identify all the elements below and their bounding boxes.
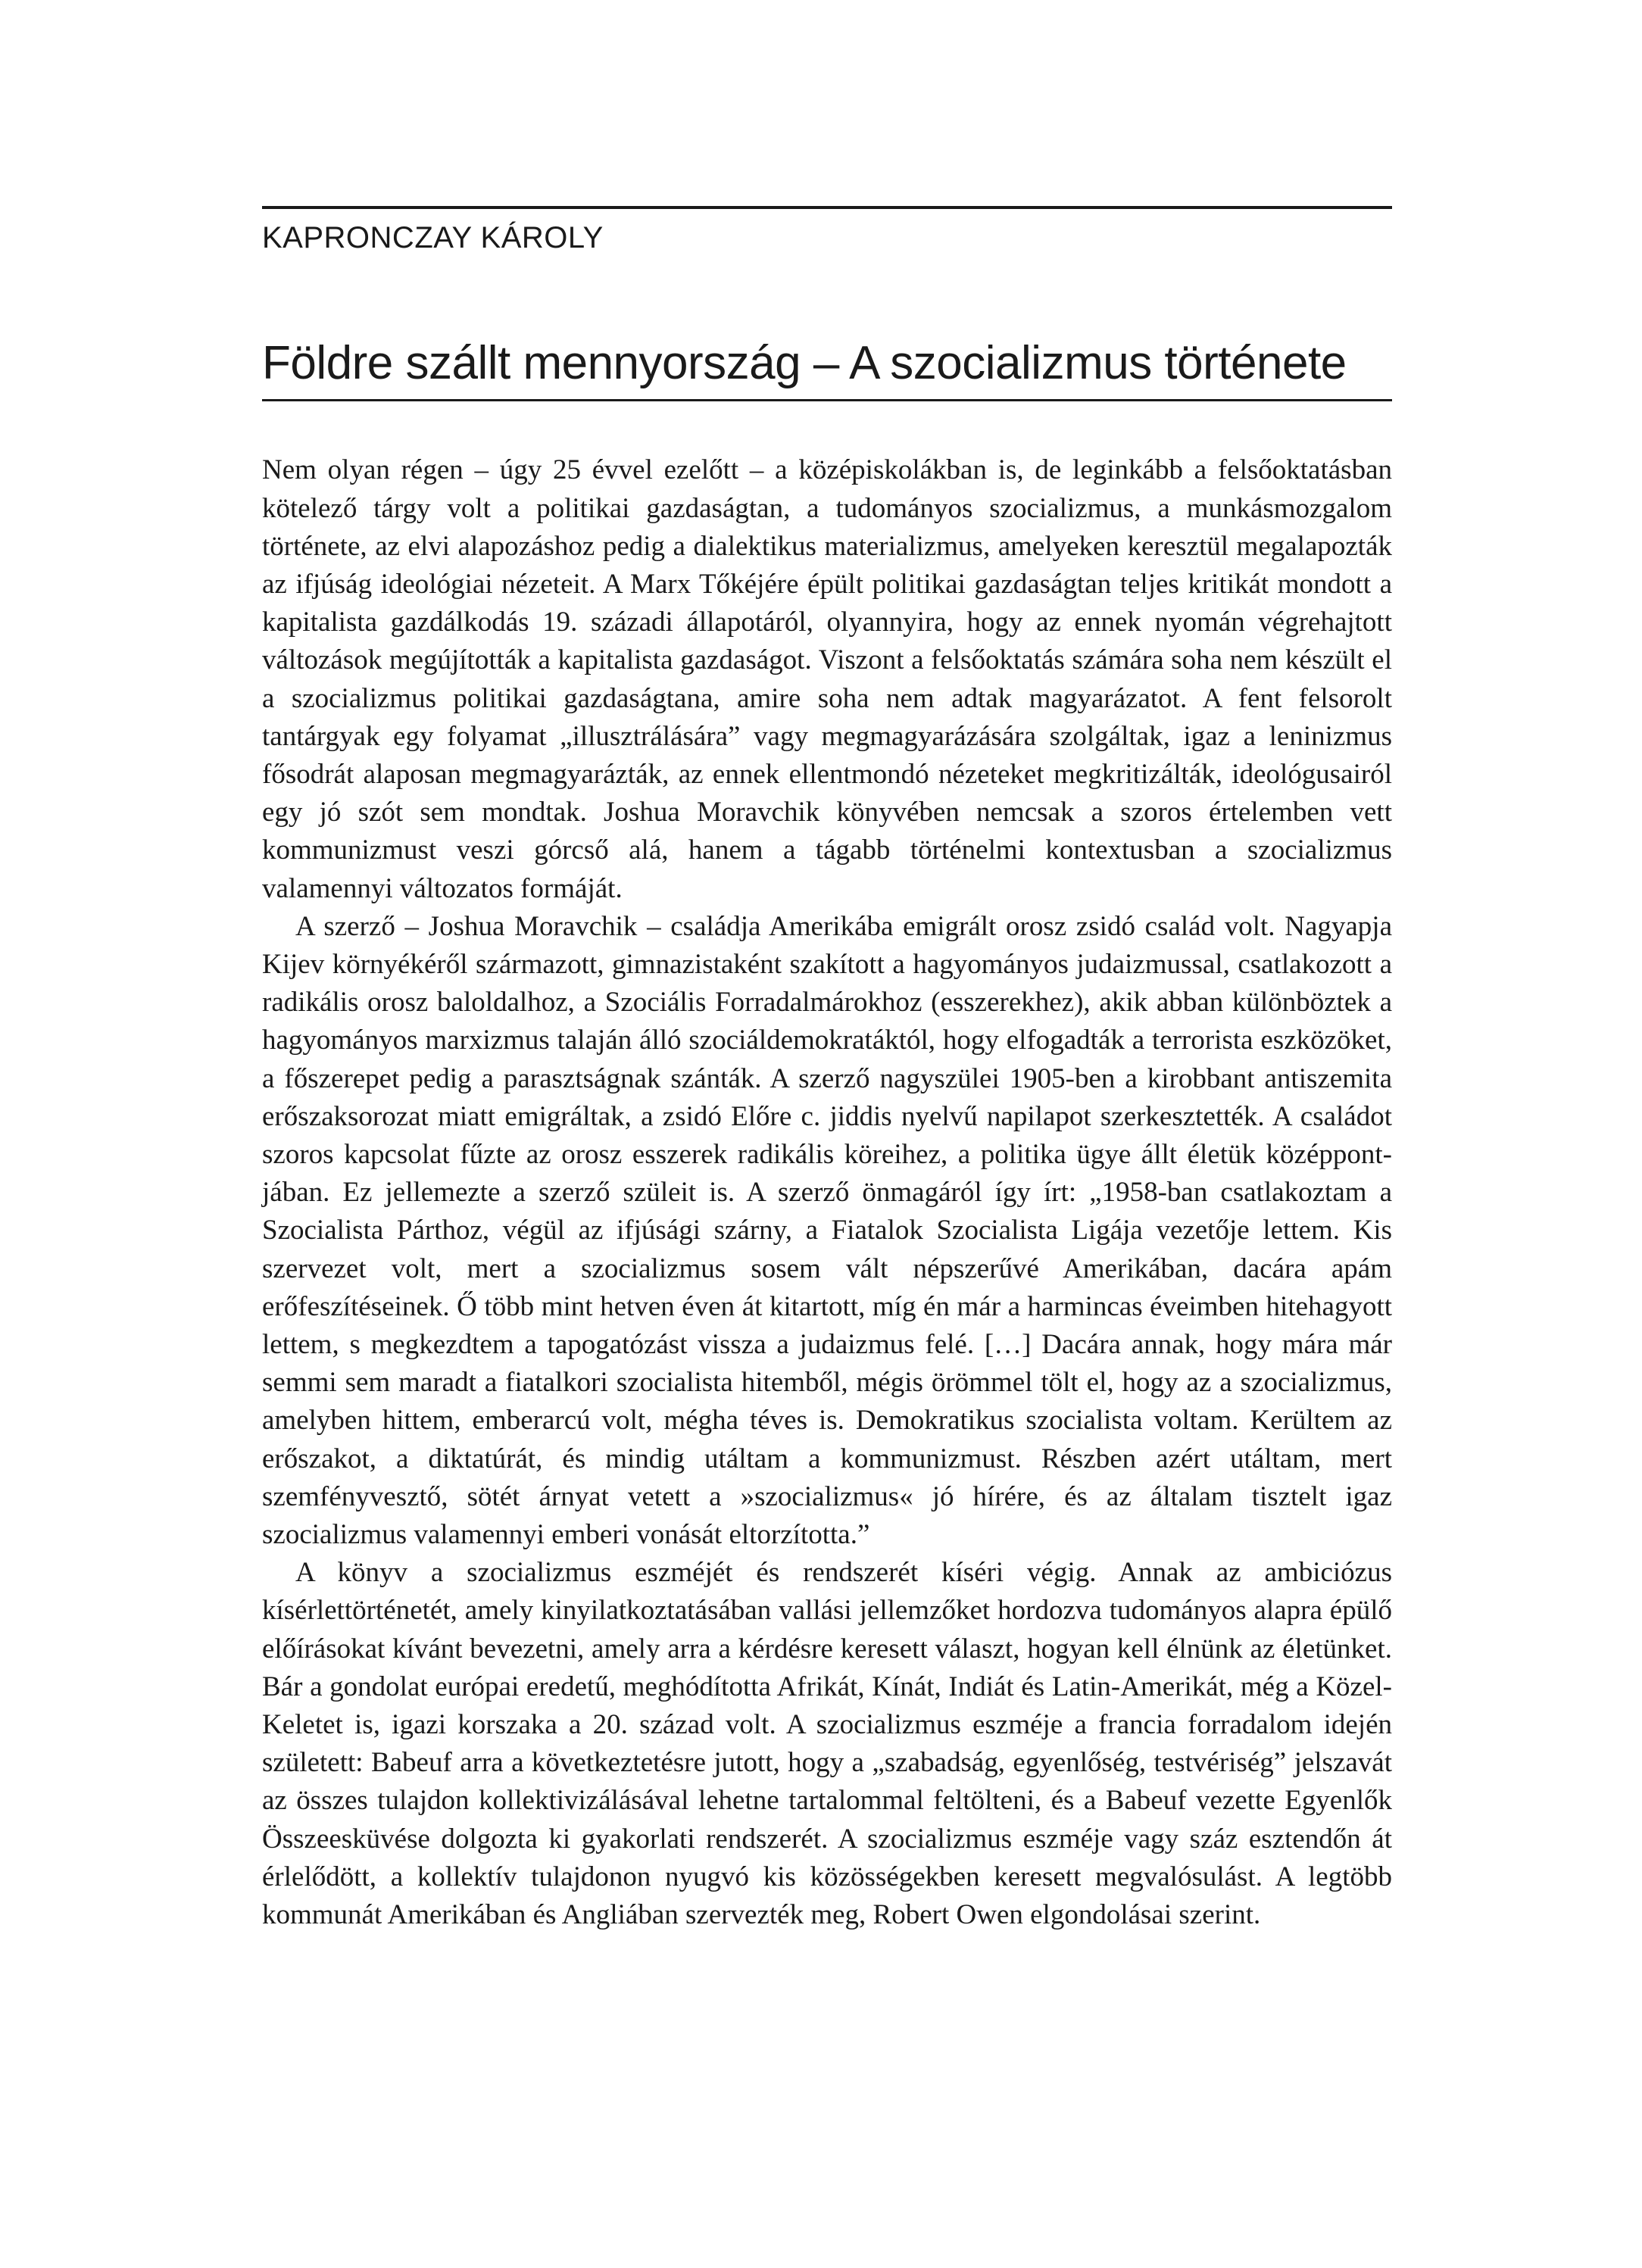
paragraph-2: A szerző – Joshua Moravchik – családja Amerikába emigrált orosz zsidó család volt. Nagyapja Kijev környékéről származott, gimnazistaként szakított a hagyományos judaizmussal, csatlakozott a radikális orosz baloldalhoz, a Szociális Forradalmárokhoz (esszerekhez), akik abban különböztek a hagyományos marxizmus talaján álló szociáldemokratáktól, hogy elfogadták a terrorista eszközöket, a főszerepet pedig a parasztságnak szánták. A szerző nagyszülei 1905-ben a kirobbant antiszemita erőszaksorozat miatt emigráltak, a zsidó Előre c. jiddis nyelvű napilapot szerkesztették. A családot szoros kapcsolat fűzte az orosz esszerek radikális köreihez, a politika ügye állt életük középpontjában. Ez jellemezte a szerző szüleit is. A szerző önmagáról így írt: „1958-ban csatlakoztam a Szocialista Párthoz, végül az ifjúsági szárny, a Fiatalok Szocialista Ligája vezetője lettem. Kis szervezet volt, mert a szocializmus sosem vált népszerűvé Amerikában, dacára apám erőfeszítéseinek. Ő több mint hetven éven át kitartott, míg én már a harmincas éveimben hitehagyott lettem, s megkezdtem a tapogatózást vissza a judaizmus felé. […] Dacára annak, hogy mára már semmi sem maradt a fiatalkori szocialista hitemből, mégis örömmel tölt el, hogy az a szocializmus, amelyben hittem, emberarcú volt, mégha téves is. Demokratikus szocialista voltam. Kerültem az erőszakot, a diktatúrát, és mindig utáltam a kommunizmust. Részben azért utáltam, mert szemfényvesztő, sötét árnyat vetett a »szocializmus« jó hírére, és az általam tisztelt igaz szocializmus valamennyi emberi vonását eltorzította.” <box>262 910 1392 1550</box>
paragraph-1: Nem olyan régen – úgy 25 évvel ezelőtt – a középiskolákban is, de leginkább a felsőoktatásban kötelező tárgy volt a politikai gazdaságtan, a tudományos szocializmus, a munkásmozgalom története, az elvi alapozáshoz pedig a dialektikus materializmus, amelyeken keresztül megalapozták az ifjúság ideológiai nézeteit. A Marx Tőkéjére épült politikai gazdaságtan teljes kritikát mondott a kapitalista gazdálkodás 19. századi állapotáról, olyannyira, hogy az ennek nyomán végrehajtott változások megújították a kapitalista gazdaságot. Viszont a felsőoktatás számára soha nem készült el a szocializmus politikai gazdaságtana, amire soha nem adtak magyarázatot. A fent felsorolt tantárgyak egy folyamat „illusztrálására” vagy megmagyarázására szolgáltak, igaz a leninizmus fősodrát alaposan megmagyarázták, az ennek ellentmondó nézeteket megkritizálták, ideológusairól egy jó szót sem mondtak. Joshua Moravchik könyvében nemcsak a szoros értelemben vett kommunizmust veszi górcső alá, hanem a tágabb történelmi kontextusban a szocializmus valamennyi változatos formáját. <box>262 454 1392 904</box>
article-title: Földre szállt mennyország – A szocializmus története <box>262 336 1392 401</box>
paragraph-3: A könyv a szocializmus eszméjét és rendszerét kíséri végig. Annak az ambiciózus kísérlettörténetét, amely kinyilatkoztatásában vallási jellemzőket hordozva tudományos alapra épülő előírásokat kívánt bevezetni, amely arra a kérdésre keresett választ, hogyan kell élnünk az életünket. Bár a gondolat európai eredetű, meghódította Afrikát, Kínát, Indiát és Latin-Amerikát, még a Közel-Keletet is, igazi korszaka a 20. század volt. A szocializmus eszméje a francia forradalom idején született: Babeuf arra a következtetésre jutott, hogy a „szabadság, egyenlőség, testvériség” jelszavát az összes tulajdon kollektivizálásával lehetne tartalommal feltölteni, és a Babeuf vezette Egyenlők Összeesküvése dolgozta ki gyakorlati rendszerét. A szocializmus eszméje vagy száz esztendőn át érlelődött, a kollektív tulajdonon nyugvó kis közösségekben keresett megvalósulást. A legtöbb kommunát Amerikában és Angliában szervezték meg, Robert Owen elgondolásai szerint. <box>262 1557 1392 1931</box>
article-body <box>262 451 1392 1934</box>
header-rule <box>262 206 1392 209</box>
article-page <box>262 206 1392 1934</box>
author-name: KAPRONCZAY KÁROLY <box>262 221 604 254</box>
